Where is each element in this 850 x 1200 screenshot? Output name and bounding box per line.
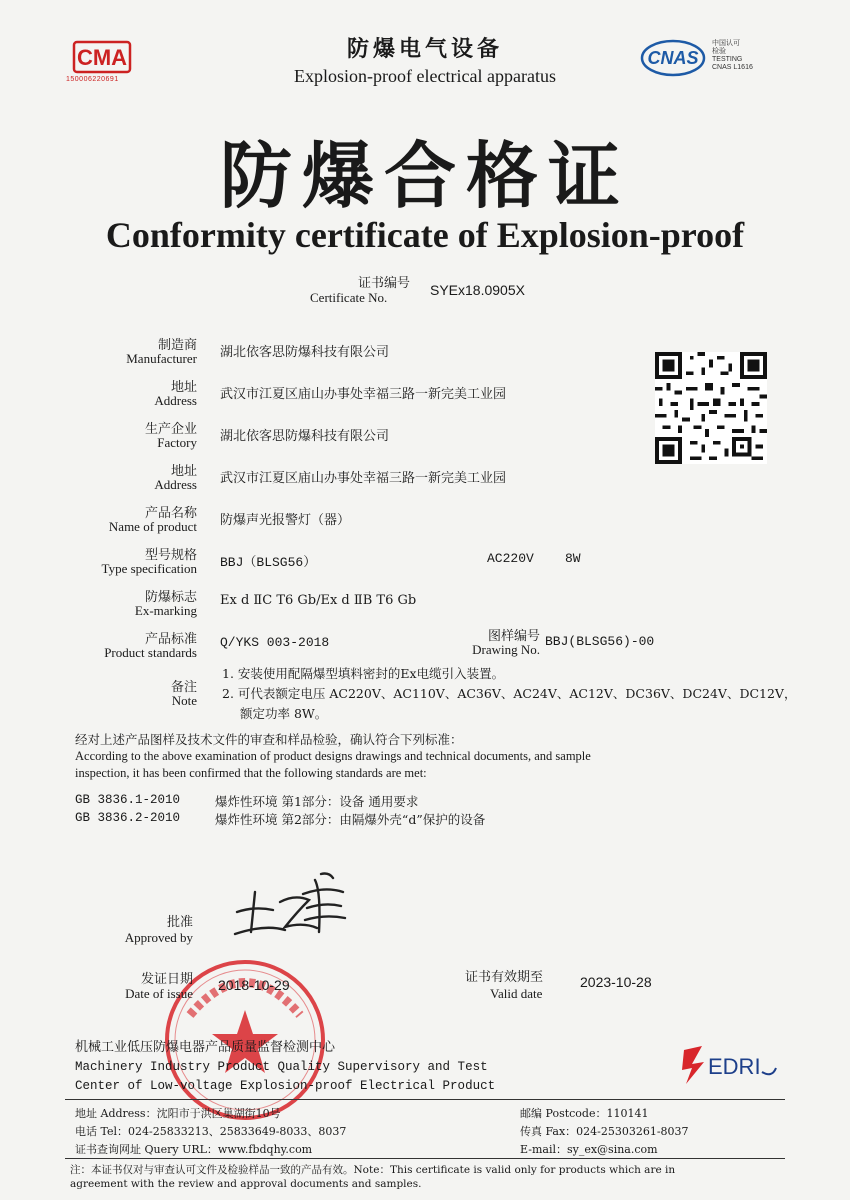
factory-label-zh: 生产企业 — [144, 422, 197, 437]
svg-text:CNAS: CNAS — [647, 48, 699, 68]
product-label-zh: 产品名称 — [144, 506, 197, 521]
issuer-en-1: Machinery Industry Product Quality Supervisory and Test — [75, 1060, 488, 1074]
contact-fax: 传真 Fax：024-25303261-8037 — [520, 1125, 689, 1138]
address2-value: 武汉市江夏区庙山办事处幸福三路一新完美工业园 — [220, 471, 507, 486]
address1-label-zh: 地址 — [170, 380, 197, 395]
certificate-no-label-en: Certificate No. — [310, 290, 388, 305]
certificate-title-zh: 防爆合格证 — [219, 133, 630, 218]
valid-date-value: 2023-10-28 — [580, 974, 652, 990]
contact-url: 证书查询网址 Query URL：www.fbdqhy.com — [75, 1143, 313, 1156]
note-item-2: 2. 可代表额定电压 AC220V、AC110V、AC36V、AC24V、AC12V、DC36V、DC24V、DC12V， — [222, 686, 797, 701]
factory-value: 湖北依客思防爆科技有限公司 — [220, 429, 390, 444]
valid-date-label-en: Valid date — [490, 986, 543, 1001]
header-title-en: Explosion-proof electrical apparatus — [294, 66, 556, 86]
certificate-no-label-zh: 证书编号 — [358, 276, 411, 291]
type-voltage: AC220V — [487, 551, 534, 566]
note-item-3: 额定功率 8W。 — [240, 706, 328, 721]
drawing-label-en: Drawing No. — [472, 642, 540, 657]
contact-postcode: 邮编 Postcode：110141 — [520, 1107, 649, 1120]
contact-email: E-mail：sy_ex@sina.com — [520, 1143, 658, 1156]
manufacturer-value: 湖北依客思防爆科技有限公司 — [220, 345, 390, 360]
footer-note-1: 注：本证书仅对与审查认可文件及检验样品一致的产品有效。Note：This certificate is valid only for products which are in — [70, 1164, 676, 1176]
issue-date-value: 2018-10-29 — [218, 977, 290, 993]
address2-label-en: Address — [154, 477, 197, 492]
contact-divider-top — [65, 1099, 785, 1100]
type-power: 8W — [565, 551, 581, 566]
note-label-en: Note — [171, 693, 197, 708]
cma-number: 150006220691 — [66, 76, 119, 83]
type-value: BBJ（BLSG56） — [220, 555, 317, 570]
approved-label-zh: 批准 — [166, 915, 193, 930]
standard-text-1: 爆炸性环境 第1部分：设备 通用要求 — [215, 794, 419, 809]
issue-date-label-zh: 发证日期 — [140, 972, 193, 987]
type-label-en: Type specification — [101, 561, 197, 576]
drawing-value: BBJ(BLSG56)-00 — [545, 634, 655, 649]
address1-label-en: Address — [154, 393, 197, 408]
contact-divider-bottom — [65, 1158, 785, 1159]
standards-value: Q/YKS 003-2018 — [220, 635, 330, 650]
svg-text:CMA: CMA — [76, 45, 128, 70]
note-item-1: 1. 安装使用配隔爆型填料密封的Ex电缆引入装置。 — [222, 666, 505, 681]
cnas-logo — [640, 38, 706, 78]
signature — [225, 872, 355, 942]
issuer-en-2: Center of Low-voltage Explosion-proof Electrical Product — [75, 1079, 496, 1093]
contact-address: 地址 Address：沈阳市于洪区巢湖街10号 — [75, 1107, 281, 1120]
approved-label-en: Approved by — [124, 930, 193, 945]
address2-label-zh: 地址 — [170, 464, 197, 479]
manufacturer-label-zh: 制造商 — [157, 338, 197, 353]
cnas-text: 中国认可 检验 TESTING CNAS L1616 — [712, 40, 753, 71]
address1-value: 武汉市江夏区庙山办事处幸福三路一新完美工业园 — [220, 387, 507, 402]
note-label-zh: 备注 — [170, 680, 197, 695]
valid-date-label-zh: 证书有效期至 — [465, 970, 544, 985]
factory-label-en: Factory — [157, 435, 197, 450]
svg-text:EDRI: EDRI — [708, 1054, 761, 1079]
exmark-value: Ex d ⅡC T6 Gb/Ex d ⅡB T6 Gb — [220, 593, 417, 608]
issuer-zh: 机械工业低压防爆电器产品质量监督检测中心 — [75, 1040, 336, 1055]
certificate-number: SYEx18.0905X — [430, 282, 525, 298]
standard-code-1: GB 3836.1-2010 — [75, 793, 181, 807]
product-value: 防爆声光报警灯（器） — [220, 513, 351, 528]
standard-text-2: 爆炸性环境 第2部分：由隔爆外壳“d”保护的设备 — [215, 812, 486, 827]
exmark-label-zh: 防爆标志 — [144, 590, 197, 605]
standard-code-2: GB 3836.2-2010 — [75, 811, 181, 825]
product-label-en: Name of product — [108, 519, 197, 534]
drawing-label-zh: 图样编号 — [487, 629, 540, 644]
certificate-title-en: Conformity certificate of Explosion-proof — [105, 215, 745, 255]
statement-en-1: According to the above examination of product designs drawings and technical documents, and sample — [75, 749, 591, 763]
manufacturer-label-en: Manufacturer — [126, 351, 197, 366]
contact-tel: 电话 Tel：024-25833213、25833649-8033、8037 — [75, 1125, 347, 1138]
statement-zh: 经对上述产品图样及技术文件的审查和样品检验，确认符合下列标准： — [75, 732, 463, 747]
type-label-zh: 型号规格 — [144, 548, 197, 563]
standards-label-zh: 产品标准 — [144, 632, 197, 647]
issue-date-label-en: Date of issue — [125, 986, 193, 1001]
footer-note-2: agreement with the review and approval documents and samples. — [70, 1178, 422, 1190]
edri-logo — [680, 1042, 780, 1086]
statement-en-2: inspection, it has been confirmed that the following standards are met: — [75, 766, 427, 780]
qr-code — [655, 350, 767, 466]
standards-label-en: Product standards — [104, 645, 197, 660]
header-title-zh: 防爆电气设备 — [346, 36, 503, 62]
exmark-label-en: Ex-marking — [134, 603, 197, 618]
